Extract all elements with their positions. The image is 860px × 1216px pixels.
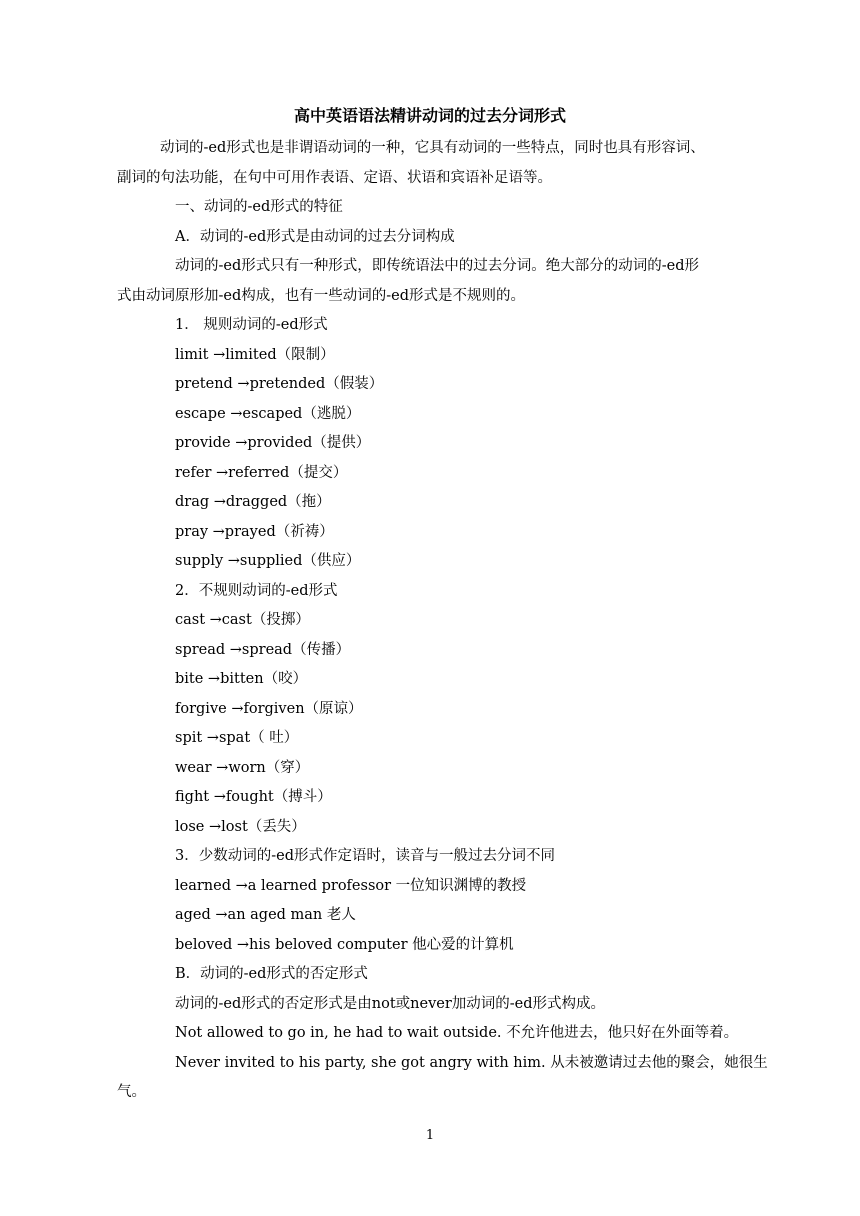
list-item: fight →fought（搏斗） [175,789,332,805]
list-item: escape →escaped（逃脱） [175,406,361,422]
section-heading: 一、动词的-ed形式的特征 [175,199,343,215]
paragraph-line: 动词的-ed形式的否定形式是由not或never加动词的-ed形式构成。 [175,996,606,1012]
list-item: drag →dragged（拖） [175,494,331,510]
list-item: pray →prayed（祈祷） [175,524,334,540]
example-line: aged →an aged man 老人 [175,907,356,923]
example-line: Not allowed to go in, he had to wait outside. 不允许他进去，他只好在外面等着。 [175,1025,739,1041]
list-item: bite →bitten（咬） [175,671,308,687]
list-item: wear →worn（穿） [175,760,310,776]
list-item: supply →supplied（供应） [175,553,361,569]
list-item: spit →spat（ 吐） [175,730,299,746]
paragraph-line: 式由动词原形加-ed构成，也有一些动词的-ed形式是不规则的。 [117,288,526,304]
paragraph-line: 动词的-ed形式也是非谓语动词的一种，它具有动词的一些特点，同时也具有形容词、 [160,140,705,156]
list-item: refer →referred（提交） [175,465,348,481]
list-heading: 2．不规则动词的-ed形式 [175,583,338,599]
paragraph-line: 副词的句法功能，在句中可用作表语、定语、状语和宾语补足语等。 [117,170,552,186]
paragraph-line: 动词的-ed形式只有一种形式，即传统语法中的过去分词。绝大部分的动词的-ed形 [175,258,700,274]
page-number: 1 [425,1128,435,1143]
list-item: forgive →forgiven（原谅） [175,701,363,717]
list-item: provide →provided（提供） [175,435,371,451]
example-line: learned →a learned professor 一位知识渊博的教授 [175,878,527,894]
example-line: 气。 [117,1084,146,1100]
list-item: pretend →pretended（假装） [175,376,384,392]
list-heading: 3．少数动词的-ed形式作定语时，读音与一般过去分词不同 [175,848,555,864]
list-item: limit →limited（限制） [175,347,335,363]
example-line: beloved →his beloved computer 他心爱的计算机 [175,937,514,953]
document-title: 高中英语语法精讲动词的过去分词形式 [293,106,566,125]
list-item: spread →spread（传播） [175,642,351,658]
list-item: cast →cast（投掷） [175,612,310,628]
example-line: Never invited to his party, she got angry with him. 从未被邀请过去他的聚会，她很生 [175,1055,768,1071]
list-heading: 1． 规则动词的-ed形式 [175,317,328,333]
list-item: lose →lost（丢失） [175,819,306,835]
subsection-heading: B．动词的-ed形式的否定形式 [175,966,368,982]
subsection-heading: A．动词的-ed形式是由动词的过去分词构成 [175,229,455,245]
